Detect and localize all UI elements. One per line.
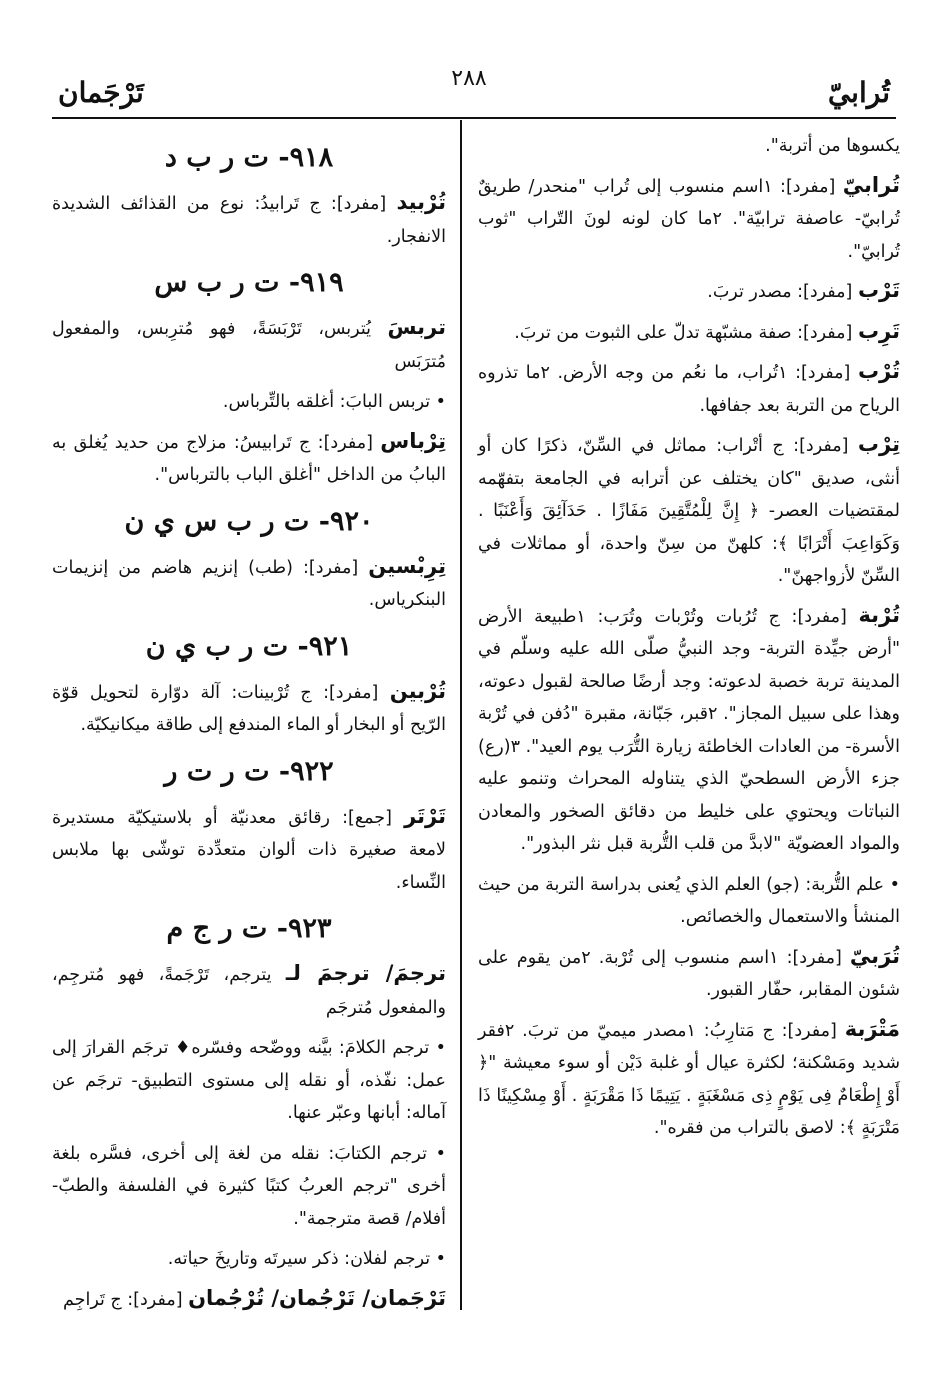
dictionary-entry [478,169,900,269]
dictionary-subentry [52,1241,446,1276]
dictionary-entry [52,550,446,617]
dictionary-subentry [52,1136,446,1236]
entry-definition: [مفرد]: مصدر تربَ. [707,282,853,302]
left-column [52,128,446,1322]
dictionary-entry [478,274,900,309]
entry-headword: تَرْتَر [404,803,446,828]
entry-definition: [مفرد]: ج تُرُبات وتُرْبات وتُرَب: ١طبيعة الأرض "أرض جيِّدة التربة- وجد النبيُّ صلّى الله عليه وسلّم في المدينة تربة خصبة لدعوته: وجد أرضًا صالحة لقبول دعوته، وهذا على سبيل المجاز". ٢قبر، جَبّانة، مقبرة "دُفن في تُرْبة الأسرة- من العادات الخاطئة زيارة التُّرَب يوم العيد". ٣(رع) جزء الأرض السطحيّ الذي يتناوله المحراث وتنمو عليه النباتات ويحتوي على خليط من دقائق الصخور والمعادن والمواد العضويّة "لابدَّ من قلب التُّربة قبل نثر البذور". [478,606,901,854]
running-head-left: تَرْجَمان [58,76,144,109]
entry-headword: تِرْباس [380,428,446,453]
header-rule [52,117,896,119]
column-divider [460,120,462,1310]
dictionary-entry [478,428,900,593]
entry-definition: [مفرد]: ١اسم منسوب إلى تُراب "منحدر/ طريقٌ تُرابيّ- عاصفة ترابيّة". ٢ما كان لونه لونَ التّراب "ثوب تُرابيّ". [478,176,900,262]
right-column [478,128,900,1151]
root-section-heading: ٩٢٢- ت ر ت ر [164,755,334,787]
dictionary-entry [52,800,446,900]
entry-definition: [مفرد]: ج أتْراب: مماثل في السِّنّ، ذكرًا كان أو أنثى، صديق "كان يختلف عن أترابه في الجامعة بتفهّمه لمقتضيات العصر- ﴿ إِنَّ لِلْمُتَّقِينَ مَفَازًا . حَدَآئِقَ وَأَعْنَبًا . وَكَوَاعِبَ أَتْرَابًا ﴾: كلهنّ من سِنّ واحدة، أو مماثلات في السِّنّ لأزواجهنّ". [478,436,900,586]
dictionary-entry [52,1282,446,1317]
dictionary-subentry [52,384,446,419]
entry-headword: تَرْب [857,278,900,302]
entry-headword: ترجمَ/ ترجمَ لـ [285,961,446,985]
entry-definition: يُتربس، تَرْبَسَةً، فهو مُترِبس، والمفعول مُترَبَس [52,319,446,372]
root-section-heading: ٩٢٣- ت ر ج م [166,913,332,944]
dictionary-entry [478,128,900,163]
dictionary-entry [478,940,900,1007]
running-head-right: تُرابيّ [827,76,890,109]
entry-definition: يترجم، تَرْجَمةً، فهو مُترجِم، والمفعول مُترجَم [52,965,446,1018]
root-section-heading: ٩١٩- ت ر ب س [154,267,344,298]
entry-definition: يكسوها من أتربة". [765,136,900,156]
entry-definition: [مفرد]: ج تُرْبينات: آلة دوّارة لتحويل قوّة الرّيح أو البخار أو الماء المندفع إلى طاقة ميكانيكيّة. [52,682,446,735]
entry-definition: [جمع]: رقائق معدنيّة أو بلاستيكيّة مستديرة لامعة صغيرة ذات ألوان متعدِّدة توشّى بها ملابس النِّساء. [52,807,446,893]
entry-definition: • ترجم الكلامَ: بيَّنه ووضّحه وفسّره♦ ترجَم القرارَ إلى عمل: نفّذه، أو نقله إلى مستوى التطبيق- ترجَم عن آماله: أبانها وعبّر عنها. [52,1038,446,1123]
entry-definition: [مفرد]: (طب) إنزيم هاضم من إنزيمات البنكرياس. [52,557,446,610]
entry-headword: تُرابيّ [842,172,900,197]
page-number: ٢٨٨ [451,66,487,91]
dictionary-entry [52,425,446,492]
dictionary-entry [52,957,446,1024]
root-section-heading: ٩٢١- ت ر ب ي ن [145,630,353,662]
entry-headword: تِرْب [857,432,900,456]
entry-definition: • علم التُّربة: (جو) العلم الذي يُعنى بدراسة التربة من حيث المنشأ والاستعمال والخصائص. [478,874,900,927]
entry-headword: تُرْبة [858,602,901,627]
entry-headword: تربسَ [387,315,446,339]
entry-definition: • تربس البابَ: أغلقه بالتِّرباس. [222,392,446,412]
dictionary-entry [478,867,900,934]
dictionary-entry [478,599,900,861]
dictionary-entry [478,1013,900,1145]
entry-headword: تُرْبيد [396,190,446,214]
entry-definition: • ترجم الكتابَ: نقله من لغة إلى أخرى، فسَّره بلغة أخرى "ترجم العربُ كتبًا كثيرة في الفلسفة والطبّ- أفلام/ قصة مترجمة". [52,1143,446,1229]
entry-definition: • ترجم لفلان: ذكر سيرتَه وتاريخَ حياته. [167,1249,446,1269]
entry-definition: [مفرد]: ١اسم منسوب إلى تُرْبة. ٢من يقوم على شئون المقابر، حفّار القبور. [478,947,900,1000]
dictionary-entry [478,355,900,422]
dictionary-entry [52,186,446,253]
entry-definition: [مفرد]: ج تَرابيدُ: نوع من القذائف الشديدة الانفجار. [52,194,446,247]
entry-definition: [مفرد]: صفة مشبّهة تدلّ على الثبوت من تربَ. [514,322,853,343]
root-section-heading: ٩٢٠- ت ر ب س ي ن [124,505,374,537]
entry-definition: [مفرد]: ج مَتارِبُ: ١مصدر ميميّ من تربَ. ٢فقر شديد ومَسْكنة؛ لكثرة عيال أو غلبة دَيْن أو سوء معيشة "﴿ أَوْ إِطْعَامٌ فِى يَوْمٍ ذِى مَسْغَبَةٍ . يَتِيمًا ذَا مَقْرَبَةٍ . أَوْ مِسْكِينًا ذَا مَتْرَبَةٍ ﴾: لاصق بالتراب من فقره". [478,1020,900,1138]
entry-definition: [مفرد]: ج تَراجِم [63,1289,183,1310]
dictionary-entry [52,311,446,378]
entry-definition: [مفرد]: ج تَرابيسُ: مزلاج من حديد يُغلق به البابُ من الداخل "أغلق الباب بالترباس". [52,432,446,485]
dictionary-entry [478,315,900,350]
dictionary-entry [52,675,446,742]
entry-headword: تَرِب [857,318,900,343]
dictionary-subentry [52,1030,446,1130]
entry-definition: [مفرد]: ١تُراب، ما نعُم من وجه الأرض. ٢ما تذروه الرياح من التربة بعد جفافها. [478,363,900,416]
entry-headword: تُرْبين [389,678,446,703]
root-section-heading: ٩١٨- ت ر ب د [164,142,334,173]
entry-headword: تُرْب [857,359,900,383]
entry-headword: مَتْرَبة [844,1016,900,1041]
entry-headword: تَرْجَمان/ تَرْجُمان/ تُرْجُمان [188,1285,446,1310]
entry-headword: تِرِبْسين [368,553,446,578]
entry-headword: تُرَبيّ [849,943,900,968]
